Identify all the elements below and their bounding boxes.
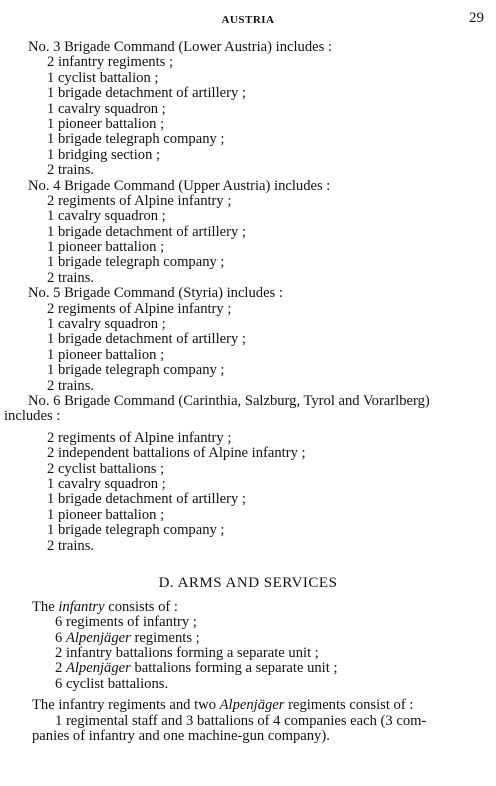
page-header [0, 10, 496, 30]
brigade-heading-continued: includes : [4, 408, 61, 425]
list-item: 1 brigade telegraph company ; [47, 362, 225, 379]
paragraph-text: regiments consist of : [284, 697, 414, 714]
brigade-block [0, 286, 496, 394]
item-text: battalions forming a separate unit ; [130, 660, 338, 677]
item-number: 6 [55, 675, 66, 692]
item-text: regiments ; [130, 629, 200, 646]
list-item [0, 661, 496, 676]
section-heading: D. ARMS AND SERVICES [158, 574, 338, 591]
list-item: 1 brigade telegraph company ; [47, 254, 225, 271]
italic-term: Alpenjäger [65, 629, 131, 646]
list-item: 1 pioneer battalion ; [47, 346, 165, 363]
list-item: 1 cavalry squadron ; [47, 316, 166, 333]
italic-term: Alpenjäger [219, 697, 285, 714]
list-item: 1 pioneer battalion ; [47, 239, 165, 256]
list-item [0, 646, 496, 661]
list-item [0, 615, 496, 630]
paragraph-text: The infantry regiments and two [32, 697, 220, 714]
list-item: 1 brigade detachment of artillery ; [47, 223, 246, 240]
running-title: AUSTRIA [221, 14, 275, 26]
brigade-heading: No. 4 Brigade Command (Upper Austria) includes : [28, 177, 331, 194]
list-item: 2 trains. [47, 537, 95, 554]
list-item: 1 brigade detachment of artillery ; [47, 491, 246, 508]
paragraph-line [0, 600, 496, 615]
list-item: 1 bridging section ; [47, 146, 161, 163]
page-body [0, 40, 496, 744]
brigade-heading: No. 3 Brigade Command (Lower Austria) includes : [28, 39, 332, 55]
list-item: 1 brigade telegraph company ; [47, 131, 225, 148]
italic-term: Alpenjäger [65, 660, 131, 677]
list-item: 2 independent battalions of Alpine infantry ; [47, 445, 306, 462]
item-text: regiments of infantry ; [65, 614, 197, 631]
list-item: 1 cyclist battalion ; [47, 69, 159, 86]
list-item: 2 infantry regiments ; [47, 54, 174, 71]
paragraph-line: 1 regimental staff and 3 battalions of 4 companies each (3 com- [55, 712, 427, 729]
list-item: 2 trains. [47, 162, 95, 179]
brigade-heading: No. 6 Brigade Command (Carinthia, Salzburg, Tyrol and Vorarlberg) [28, 392, 430, 409]
paragraph-text: consists of : [104, 598, 178, 615]
list-item: 1 brigade telegraph company ; [47, 522, 225, 539]
brigade-block [0, 179, 496, 287]
item-text: infantry battalions forming a separate unit ; [65, 645, 319, 662]
list-item: 1 brigade detachment of artillery ; [47, 85, 246, 102]
list-item: 1 cavalry squadron ; [47, 208, 166, 225]
list-item: 1 cavalry squadron ; [47, 100, 166, 117]
list-item: 2 trains. [47, 269, 95, 286]
item-text: cyclist battalions. [65, 675, 169, 692]
list-item: 1 pioneer battalion ; [47, 506, 165, 523]
paragraph-text: The [32, 598, 59, 615]
list-item: 2 regiments of Alpine infantry ; [47, 300, 232, 317]
page-number: 29 [469, 10, 484, 26]
list-item: 1 pioneer battalion ; [47, 115, 165, 132]
italic-term: infantry [58, 598, 105, 615]
list-item: 1 brigade detachment of artillery ; [47, 331, 246, 348]
list-item: 1 cavalry squadron ; [47, 475, 166, 492]
list-item: 2 trains. [47, 377, 95, 394]
list-item: 2 cyclist battalions ; [47, 460, 165, 477]
item-number: 2 [55, 645, 66, 662]
item-number: 6 [55, 614, 66, 631]
paragraph-line: panies of infantry and one machine-gun company). [32, 728, 330, 745]
list-item [0, 677, 496, 692]
list-item [0, 631, 496, 646]
list-item: 2 regiments of Alpine infantry ; [47, 192, 232, 209]
brigade-block [0, 394, 496, 554]
item-number: 2 [55, 660, 66, 677]
item-number: 6 [55, 629, 66, 646]
brigade-block [0, 40, 496, 179]
list-item: 2 regiments of Alpine infantry ; [47, 429, 232, 446]
brigade-heading: No. 5 Brigade Command (Styria) includes : [28, 285, 283, 302]
paragraph-line [0, 698, 496, 713]
